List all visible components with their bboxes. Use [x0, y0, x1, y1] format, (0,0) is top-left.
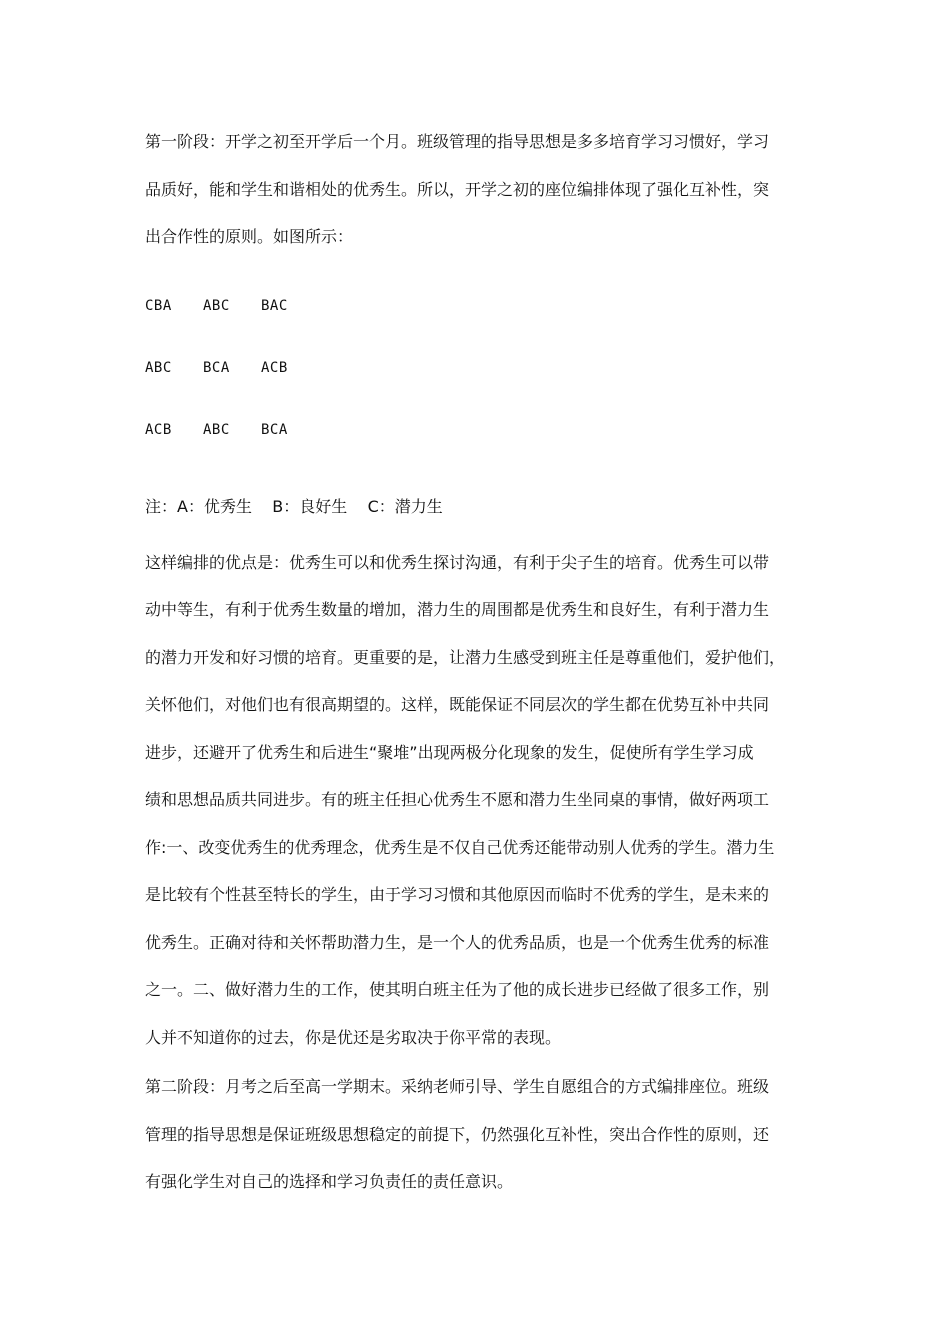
text-line: 优秀生。正确对待和关怀帮助潜力生，是一个人的优秀品质，也是一个优秀生优秀的标准 — [145, 932, 770, 952]
seat-group: CBA — [145, 297, 172, 314]
text-line: 有强化学生对自己的选择和学习负责任的责任意识。 — [145, 1172, 514, 1191]
seat-group: ACB — [261, 359, 288, 376]
text-line: 品质好，能和学生和谐相处的优秀生。所以，开学之初的座位编排体现了强化互补性，突 — [145, 179, 770, 199]
seating-chart — [145, 275, 810, 461]
text-line: 第二阶段：月考之后至高一学期末。采纳老师引导、学生自愿组合的方式编排座位。班级 — [145, 1077, 770, 1096]
seat-group: BAC — [261, 297, 288, 314]
seating-row — [145, 337, 810, 399]
advantages-paragraph — [145, 539, 810, 1062]
seat-group: BCA — [261, 421, 288, 438]
text-line: 作:一、改变优秀生的优秀理念，优秀生是不仅自己优秀还能带动别人优秀的学生。潜力生 — [145, 837, 775, 857]
text-line: 进步，还避开了优秀生和后进生“聚堆”出现两极分化现象的发生，促使所有学生学习成 — [145, 742, 754, 762]
text-line: 绩和思想品质共同进步。有的班主任担心优秀生不愿和潜力生坐同桌的事情，做好两项工 — [145, 790, 770, 809]
text-line: 是比较有个性甚至特长的学生，由于学习习惯和其他原因而临时不优秀的学生，是未来的 — [145, 885, 770, 904]
text-line: 管理的指导思想是保证班级思想稳定的前提下，仍然强化互补性，突出合作性的原则，还 — [145, 1124, 770, 1144]
text-line: 的潜力开发和好习惯的培育。更重要的是，让潜力生感受到班主任是尊重他们，爱护他们， — [145, 647, 786, 667]
stage2-paragraph — [145, 1063, 810, 1206]
text-line: 关怀他们，对他们也有很高期望的。这样，既能保证不同层次的学生都在优势互补中共同 — [145, 695, 770, 714]
seat-group: ACB — [145, 421, 172, 438]
seating-row — [145, 399, 810, 461]
text-line: 这样编排的优点是：优秀生可以和优秀生探讨沟通，有利于尖子生的培育。优秀生可以带 — [145, 552, 770, 572]
seat-group: ABC — [145, 359, 172, 376]
stage1-paragraph — [145, 118, 810, 261]
seat-group: ABC — [203, 421, 230, 438]
seat-group: ABC — [203, 297, 230, 314]
seating-row — [145, 275, 810, 337]
text-line: 人并不知道你的过去，你是优还是劣取决于你平常的表现。 — [145, 1027, 562, 1047]
text-line: 出合作性的原则。如图所示： — [145, 227, 354, 246]
seating-legend: 注：A：优秀生 B：良好生 C：潜力生 — [145, 497, 443, 516]
document-page — [145, 118, 810, 1206]
text-line: 之一。二、做好潜力生的工作，使其明白班主任为了他的成长进步已经做了很多工作，别 — [145, 980, 770, 999]
text-line: 动中等生，有利于优秀生数量的增加，潜力生的周围都是优秀生和良好生，有利于潜力生 — [145, 600, 770, 619]
text-line: 第一阶段：开学之初至开学后一个月。班级管理的指导思想是多多培育学习习惯好，学习 — [145, 132, 770, 151]
seat-group: BCA — [203, 359, 230, 376]
